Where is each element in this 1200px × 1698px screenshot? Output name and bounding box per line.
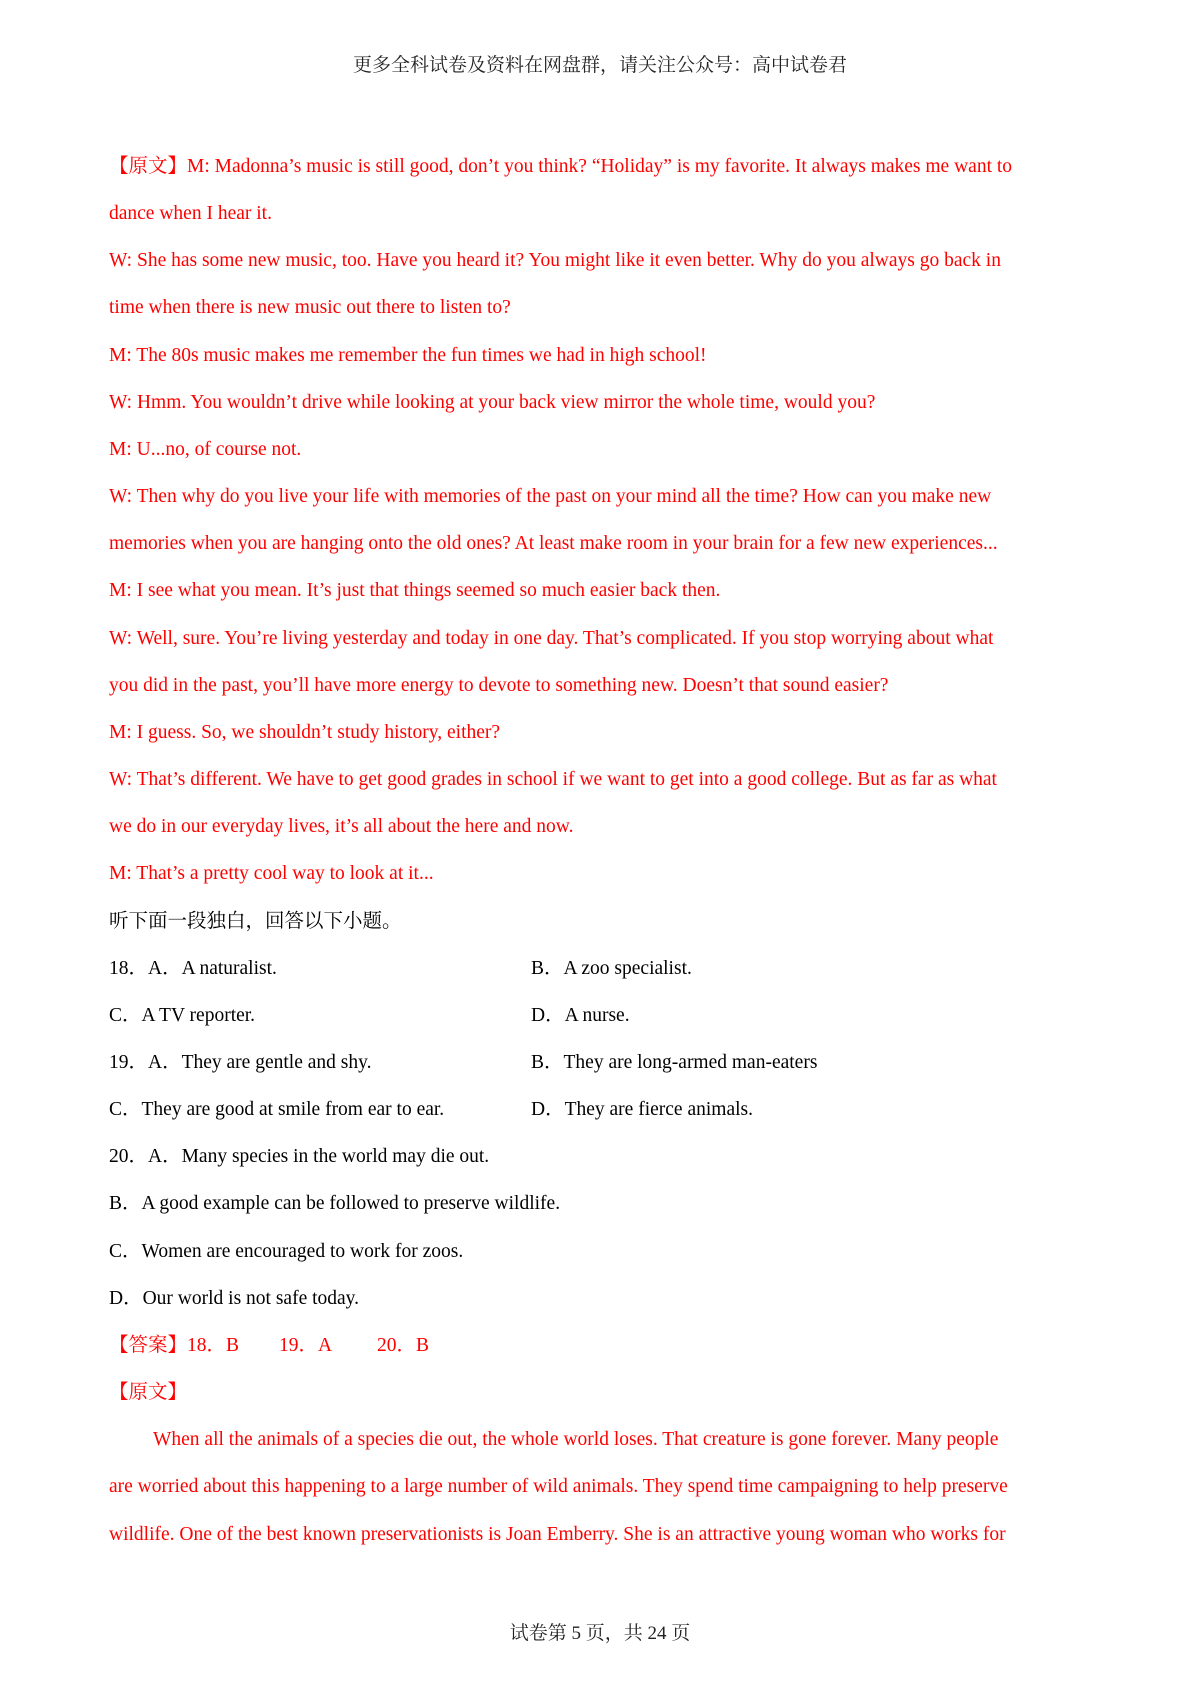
q19-option-a: 19．A．They are gentle and shy. [109,1051,372,1073]
dialogue-text: M: Madonna’s music is still good, don’t you think? “Holiday” is my favorite. It always makes me want to [187,156,1013,177]
dialogue-line: W: Hmm. You wouldn’t drive while looking at your back view mirror the whole time, would you? [109,391,876,413]
q18-option-b: B．A zoo specialist. [531,957,692,979]
dialogue-line: time when there is new music out there to listen to? [109,297,511,319]
dialogue-line: M: That’s a pretty cool way to look at it... [109,863,434,885]
answer-line [109,1322,1099,1369]
question-19-row-1 [109,1039,1099,1086]
q18-option-d: D．A nurse. [531,1004,630,1026]
q19-option-c: C．They are good at smile from ear to ear. [109,1099,445,1121]
dialogue-line: M: U...no, of course not. [109,438,302,460]
question-18-row-1 [109,945,1099,992]
instruction: 听下面一段独白，回答以下小题。 [109,910,402,932]
page-footer: 试卷第 5 页，共 24 页 [509,1623,691,1644]
dialogue-line: W: Well, sure. You’re living yesterday and today in one day. That’s complicated. If you stop worrying about what [109,627,994,649]
answer-18: 18．B [187,1334,240,1356]
dialogue-line: M: The 80s music makes me remember the fun times we had in high school! [109,344,707,366]
dialogue-line: dance when I hear it. [109,203,272,225]
monologue-line: wildlife. One of the best known preservationists is Joan Emberry. She is an attractive young woman who works for [109,1523,1006,1545]
q20-option-c: C．Women are encouraged to work for zoos. [109,1240,464,1262]
q18-option-a: 18．A．A naturalist. [109,957,277,979]
answer-19: 19．A [279,1334,333,1356]
dialogue-line: W: That’s different. We have to get good grades in school if we want to get into a good college. But as far as what [109,769,997,791]
dialogue-line: you did in the past, you’ll have more energy to devote to something new. Doesn’t that sound easier? [109,674,889,696]
answer-20: 20．B [377,1334,430,1356]
page-header: 更多全科试卷及资料在网盘群，请关注公众号：高中试卷君 [352,55,847,76]
question-19-row-2 [109,1086,1099,1133]
monologue-line: When all the animals of a species die out, the whole world loses. That creature is gone forever. Many people [153,1429,999,1451]
dialogue-line: M: I guess. So, we shouldn’t study history, either? [109,721,501,743]
dialogue-line: W: She has some new music, too. Have you heard it? You might like it even better. Why do you always go back in [109,250,1001,272]
dialogue-line: memories when you are hanging onto the old ones? At least make room in your brain for a few new experiences... [109,533,998,555]
dialogue-line: W: Then why do you live your life with memories of the past on your mind all the time? How can you make new [109,486,992,508]
document-body [109,143,1099,1558]
q20-option-a: 20．A．Many species in the world may die out. [109,1146,490,1168]
q19-option-b: B．They are long-armed man-eaters [531,1051,818,1073]
monologue-label: 【原文】 [109,1382,188,1404]
q20-option-d: D．Our world is not safe today. [109,1287,360,1309]
dialogue-line [109,143,1099,190]
dialogue-line: we do in our everyday lives, it’s all about the here and now. [109,816,574,838]
answer-label: 【答案】 [109,1334,188,1356]
source-label: 【原文】 [109,156,188,177]
q18-option-c: C．A TV reporter. [109,1004,256,1026]
question-18-row-2 [109,992,1099,1039]
dialogue-line: M: I see what you mean. It’s just that things seemed so much easier back then. [109,580,721,602]
q20-option-b: B．A good example can be followed to preserve wildlife. [109,1193,561,1215]
monologue-line: are worried about this happening to a large number of wild animals. They spend time campaigning to help preserve [109,1476,1008,1498]
q19-option-d: D．They are fierce animals. [531,1099,753,1121]
